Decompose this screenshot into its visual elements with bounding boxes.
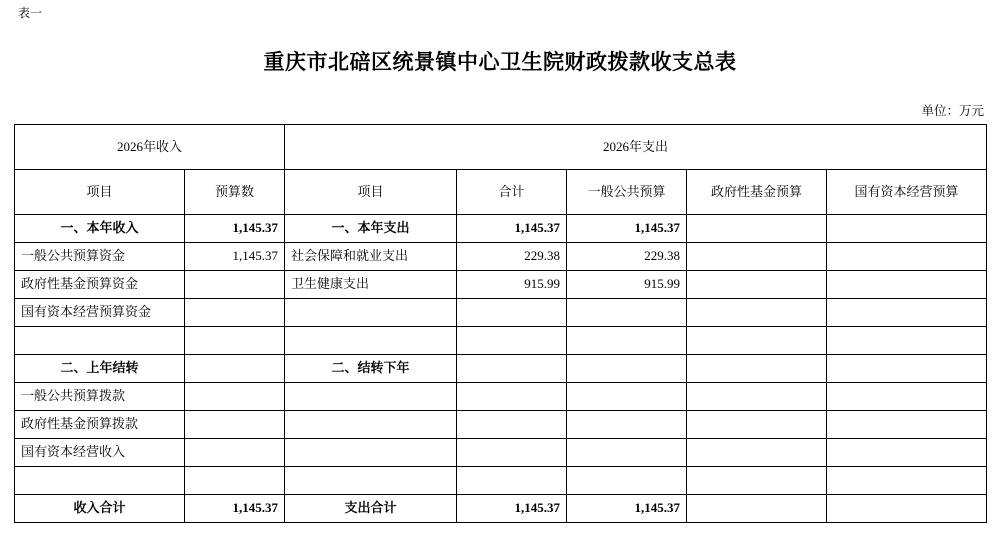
cell-government-fund-budget <box>687 383 827 411</box>
table-row <box>15 411 987 439</box>
cell-state-capital-budget <box>827 383 987 411</box>
cell-state-capital-budget <box>827 411 987 439</box>
cell-state-capital-budget <box>827 271 987 299</box>
cell-total-government-fund-budget <box>687 495 827 523</box>
cell-government-fund-budget <box>687 467 827 495</box>
cell-income-budget <box>185 327 285 355</box>
cell-total <box>457 467 567 495</box>
cell-total-income-label: 收入合计 <box>15 495 185 523</box>
cell-income-budget: 1,145.37 <box>185 215 285 243</box>
table-row <box>15 299 987 327</box>
column-header-total: 合计 <box>457 170 567 215</box>
page-title: 重庆市北碚区统景镇中心卫生院财政拨款收支总表 <box>263 50 737 74</box>
cell-general-public-budget <box>567 439 687 467</box>
table-row <box>15 467 987 495</box>
cell-state-capital-budget <box>827 299 987 327</box>
table-total-row <box>15 495 987 523</box>
cell-total: 915.99 <box>457 271 567 299</box>
table-group-header-row <box>15 125 987 170</box>
cell-income-item: 国有资本经营预算资金 <box>15 299 185 327</box>
cell-expense-item: 社会保障和就业支出 <box>285 243 457 271</box>
column-header-state-capital-budget: 国有资本经营预算 <box>827 170 987 215</box>
cell-income-budget <box>185 355 285 383</box>
cell-total <box>457 327 567 355</box>
cell-total-income-budget: 1,145.37 <box>185 495 285 523</box>
cell-general-public-budget <box>567 299 687 327</box>
cell-total <box>457 439 567 467</box>
column-header-expense-item: 项目 <box>285 170 457 215</box>
cell-expense-item <box>285 467 457 495</box>
cell-income-budget <box>185 439 285 467</box>
cell-expense-item <box>285 299 457 327</box>
budget-table <box>14 124 987 523</box>
cell-total-general-public-budget: 1,145.37 <box>567 495 687 523</box>
cell-government-fund-budget <box>687 243 827 271</box>
sheet-label: 表一 <box>18 6 43 20</box>
table-row <box>15 327 987 355</box>
cell-income-item <box>15 467 185 495</box>
cell-total <box>457 411 567 439</box>
group-header-expense: 2026年支出 <box>285 125 987 170</box>
cell-expense-item <box>285 327 457 355</box>
cell-state-capital-budget <box>827 327 987 355</box>
cell-income-budget <box>185 271 285 299</box>
cell-income-item: 国有资本经营收入 <box>15 439 185 467</box>
column-header-income-budget: 预算数 <box>185 170 285 215</box>
cell-total <box>457 299 567 327</box>
cell-total-state-capital-budget <box>827 495 987 523</box>
cell-general-public-budget <box>567 411 687 439</box>
cell-government-fund-budget <box>687 299 827 327</box>
cell-expense-item <box>285 439 457 467</box>
cell-income-budget <box>185 411 285 439</box>
cell-government-fund-budget <box>687 271 827 299</box>
cell-total <box>457 383 567 411</box>
table-column-header-row <box>15 170 987 215</box>
table-row <box>15 355 987 383</box>
cell-expense-item: 卫生健康支出 <box>285 271 457 299</box>
cell-expense-item: 二、结转下年 <box>285 355 457 383</box>
cell-income-item: 政府性基金预算拨款 <box>15 411 185 439</box>
column-header-government-fund-budget: 政府性基金预算 <box>687 170 827 215</box>
cell-income-budget <box>185 383 285 411</box>
cell-general-public-budget <box>567 327 687 355</box>
column-header-income-item: 项目 <box>15 170 185 215</box>
cell-total-total: 1,145.37 <box>457 495 567 523</box>
cell-state-capital-budget <box>827 439 987 467</box>
cell-government-fund-budget <box>687 439 827 467</box>
cell-income-item: 一般公共预算拨款 <box>15 383 185 411</box>
table-row <box>15 439 987 467</box>
cell-expense-item <box>285 383 457 411</box>
cell-total <box>457 355 567 383</box>
cell-general-public-budget: 229.38 <box>567 243 687 271</box>
cell-government-fund-budget <box>687 411 827 439</box>
cell-general-public-budget <box>567 355 687 383</box>
cell-government-fund-budget <box>687 355 827 383</box>
cell-state-capital-budget <box>827 215 987 243</box>
unit-note: 单位：万元 <box>921 104 984 118</box>
cell-state-capital-budget <box>827 355 987 383</box>
cell-general-public-budget <box>567 467 687 495</box>
cell-general-public-budget: 915.99 <box>567 271 687 299</box>
cell-government-fund-budget <box>687 215 827 243</box>
cell-income-item <box>15 327 185 355</box>
cell-expense-item: 一、本年支出 <box>285 215 457 243</box>
cell-total: 1,145.37 <box>457 215 567 243</box>
cell-income-budget <box>185 299 285 327</box>
table-row <box>15 215 987 243</box>
cell-total: 229.38 <box>457 243 567 271</box>
column-header-general-public-budget: 一般公共预算 <box>567 170 687 215</box>
cell-income-budget: 1,145.37 <box>185 243 285 271</box>
table-row <box>15 243 987 271</box>
cell-state-capital-budget <box>827 467 987 495</box>
table-row <box>15 271 987 299</box>
cell-income-item: 二、上年结转 <box>15 355 185 383</box>
cell-income-item: 政府性基金预算资金 <box>15 271 185 299</box>
cell-state-capital-budget <box>827 243 987 271</box>
cell-total-expense-label: 支出合计 <box>285 495 457 523</box>
cell-general-public-budget: 1,145.37 <box>567 215 687 243</box>
cell-income-item: 一般公共预算资金 <box>15 243 185 271</box>
cell-government-fund-budget <box>687 327 827 355</box>
cell-income-item: 一、本年收入 <box>15 215 185 243</box>
cell-income-budget <box>185 467 285 495</box>
cell-expense-item <box>285 411 457 439</box>
cell-general-public-budget <box>567 383 687 411</box>
table-row <box>15 383 987 411</box>
group-header-income: 2026年收入 <box>15 125 285 170</box>
